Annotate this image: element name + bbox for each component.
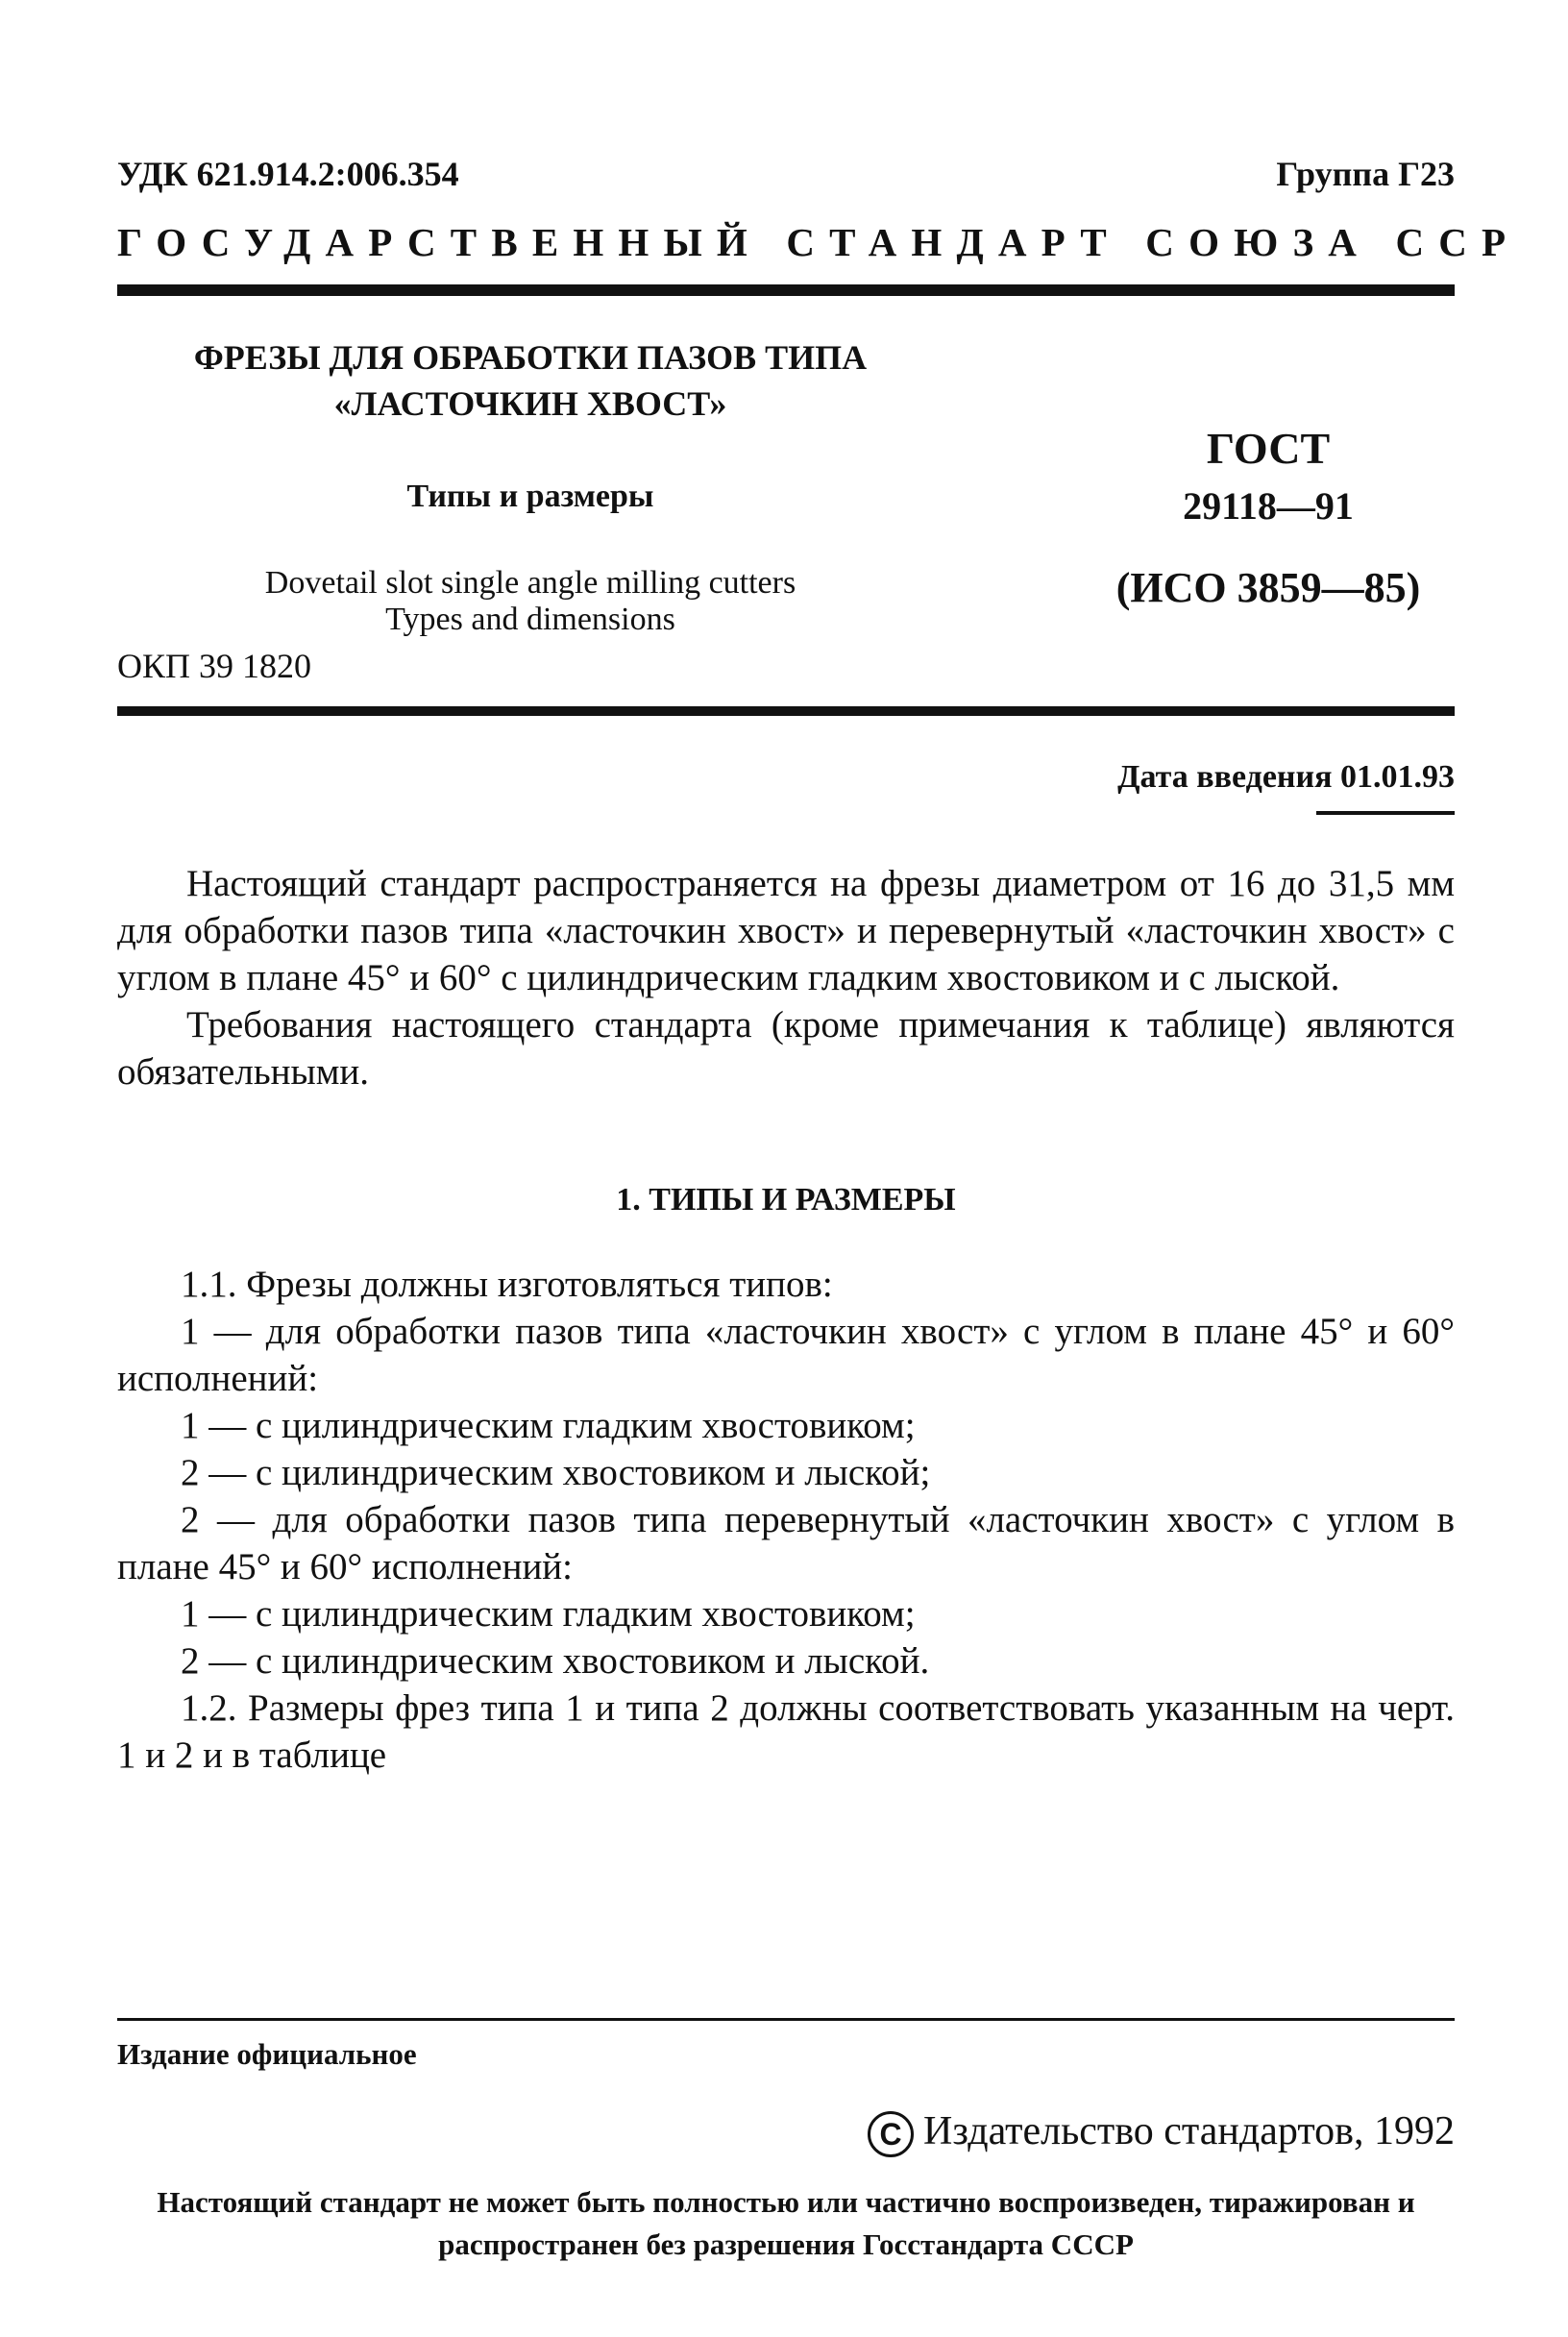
english-title-1: Dovetail slot single angle milling cutters <box>264 565 796 601</box>
title-block <box>117 334 943 638</box>
okp-code: ОКП 39 1820 <box>117 647 312 685</box>
paragraph-scope: Настоящий стандарт распространяется на фрезы диаметром от 16 до 31,5 мм для обработки пазов типа «ласточкин хвост» и перевернутый «ласточкин хвост» с углом в плане 45° и 60° с цилиндрическим гладким хвостовиком и с лыской. <box>117 863 1455 998</box>
reproduction-notice: Настоящий стандарт не может быть полностью или частично воспроизведен, тиражирован и распространен без разрешения Госстандарта СССР <box>157 2185 1415 2261</box>
date-underline <box>1316 811 1455 815</box>
footer-divider <box>117 2018 1455 2021</box>
group-code: Группа Г23 <box>1276 155 1455 193</box>
gost-label: ГОСТ <box>1206 424 1331 473</box>
list-item: 1 — с цилиндрическим гладким хвостовиком; <box>181 1593 916 1635</box>
iso-reference: (ИСО 3859—85) <box>1115 564 1421 611</box>
list-item: 1 — с цилиндрическим гладким хвостовиком; <box>181 1405 916 1446</box>
state-standard-heading: ГОСУДАРСТВЕННЫЙ СТАНДАРТ СОЮЗА ССР <box>117 220 1521 264</box>
english-title-2: Types and dimensions <box>385 602 675 637</box>
copyright-icon: C <box>868 2111 914 2157</box>
copyright-line <box>868 2108 1455 2157</box>
middle-divider <box>117 706 1455 716</box>
copyright-text: Издательство стандартов, 1992 <box>923 2109 1455 2153</box>
top-divider <box>117 284 1455 296</box>
gost-block <box>1076 423 1460 612</box>
intro-text <box>117 860 1455 1095</box>
title-line-2: «ЛАСТОЧКИН ХВОСТ» <box>333 384 727 423</box>
list-item: 1.1. Фрезы должны изготовляться типов: <box>181 1264 833 1305</box>
introduction-date: Дата введения 01.01.93 <box>1117 759 1455 795</box>
list-item: 2 — с цилиндрическим хвостовиком и лыской; <box>181 1452 931 1493</box>
types-list <box>117 1261 1455 1779</box>
title-line-1: ФРЕЗЫ ДЛЯ ОБРАБОТКИ ПАЗОВ ТИПА <box>193 338 868 377</box>
udk-code: УДК 621.914.2:006.354 <box>117 155 459 193</box>
list-item: 1 — для обработки пазов типа «ласточкин хвост» с углом в плане 45° и 60° исполнений: <box>117 1311 1455 1399</box>
paragraph-requirements: Требования настоящего стандарта (кроме примечания к таблице) являются обязательными. <box>117 1004 1455 1093</box>
official-edition: Издание официальное <box>117 2037 417 2071</box>
list-item: 2 — для обработки пазов типа перевернутый «ласточкин хвост» с углом в плане 45° и 60° исполнений: <box>117 1499 1455 1587</box>
section-heading: 1. ТИПЫ И РАЗМЕРЫ <box>616 1182 956 1218</box>
list-item: 1.2. Размеры фрез типа 1 и типа 2 должны соответствовать указанным на черт. 1 и 2 и в таблице <box>117 1687 1455 1776</box>
subtitle: Типы и размеры <box>406 479 654 514</box>
gost-number: 29118—91 <box>1183 484 1354 528</box>
list-item: 2 — с цилиндрическим хвостовиком и лыской. <box>181 1640 930 1682</box>
